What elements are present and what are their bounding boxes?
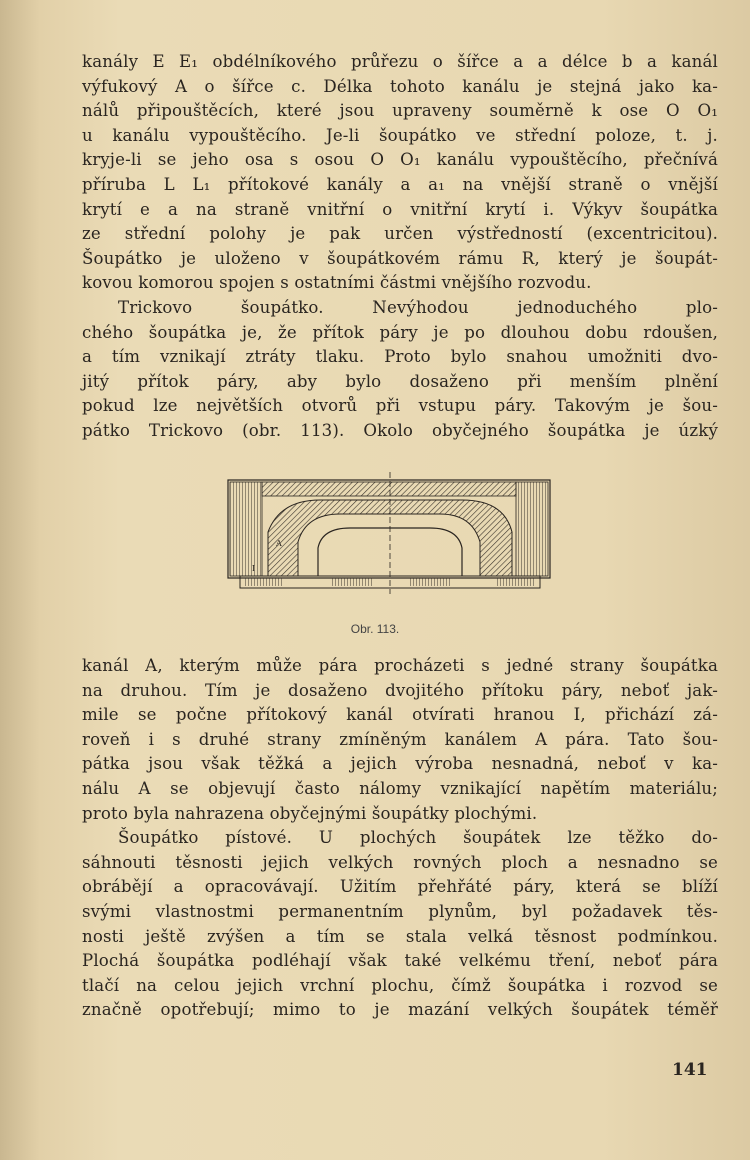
text-line: kanály E E₁ obdélníkového průřezu o šířce a a délce b a kanál <box>82 52 718 71</box>
text-line: sáhnouti těsnosti jejich velkých rovných ploch a nesnadno se <box>82 852 718 872</box>
text-line: výfukový A o šířce c. Délka tohoto kanálu je stejná jako ka- <box>82 76 718 96</box>
text-line: Šoupátko pístové. U plochých šoupátek lze těžko do- <box>118 828 718 848</box>
slide-valve-diagram <box>200 470 580 610</box>
text-line: u kanálu vypouštěcího. Je-li šoupátko ve střední poloze, t. j. <box>82 125 718 145</box>
text-line: obrábějí a opracovávají. Užitím přehřáté páry, která se blíží <box>82 877 718 897</box>
label-i: I <box>252 564 256 573</box>
text-line: mile se počne přítokový kanál otvírati hranou I, přichází zá- <box>82 705 718 725</box>
text-line: kryje-li se jeho osa s osou O O₁ kanálu vypouštěcího, přečnívá <box>82 150 718 170</box>
page-number: 141 <box>672 1060 708 1080</box>
text-line: Šoupátko je uloženo v šoupátkovém rámu R, který je šoupát- <box>82 248 718 268</box>
text-line: Trickovo šoupátko. Nevýhodou jednoduchého plo- <box>118 297 718 317</box>
text-line: ze střední polohy je pak určen výstředností (excentricitou). <box>82 224 718 244</box>
text-line: značně opotřebují; mimo to je mazání velkých šoupátek téměř <box>82 1000 718 1020</box>
text-line: jitý přítok páry, aby bylo dosaženo při menším plnění <box>82 371 718 391</box>
text-line: tlačí na celou jejich vrchní plochu, čímž šoupátka i rozvod se <box>82 975 718 995</box>
text-line: na druhou. Tím je dosaženo dvojitého přítoku páry, neboť jak- <box>82 680 718 700</box>
text-line: nosti ještě zvýšen a tím se stala velká těsnost podmínkou. <box>82 926 718 946</box>
text-line: kovou komorou spojen s ostatními částmi vnějšího rozvodu. <box>82 273 592 293</box>
text-line: roveň i s druhé strany zmíněným kanálem A pára. Tato šou- <box>82 729 718 749</box>
label-a: A <box>276 539 282 548</box>
text-line: kanál A, kterým může pára procházeti s jedné strany šoupátka <box>82 656 718 675</box>
figure-caption: Obr. 113. <box>350 622 400 636</box>
text-line: Plochá šoupátka podléhají však také velkému tření, neboť pára <box>82 951 718 971</box>
text-line: nálů připouštěcích, které jsou upraveny souměrně k ose O O₁ <box>82 101 718 121</box>
text-line: proto byla nahrazena obyčejnými šoupátky plochými. <box>82 803 538 823</box>
text-line: svými vlastnostmi permanentním plynům, byl požadavek těs- <box>82 901 718 921</box>
text-line: příruba L L₁ přítokové kanály a a₁ na vnější straně o vnější <box>82 174 718 194</box>
text-line: chého šoupátka je, že přítok páry je po dlouhou dobu rdoušen, <box>82 322 718 342</box>
text-line: nálu A se objevují často nálomy vznikající napětím materiálu; <box>82 778 718 798</box>
text-line: krytí e a na straně vnitřní o vnitřní krytí i. Výkyv šoupátka <box>82 199 718 219</box>
text-line: pátka jsou však těžká a jejich výroba nesnadná, neboť v ka- <box>82 754 718 774</box>
paragraph-top <box>82 50 718 444</box>
paragraph-bottom <box>82 654 718 1023</box>
text-line: pátko Trickovo (obr. 113). Okolo obyčejného šoupátka je úzký <box>82 420 718 440</box>
text-line: pokud lze největších otvorů při vstupu páry. Takovým je šou- <box>82 396 718 416</box>
text-line: a tím vznikají ztráty tlaku. Proto bylo snahou umožniti dvo- <box>82 347 718 367</box>
